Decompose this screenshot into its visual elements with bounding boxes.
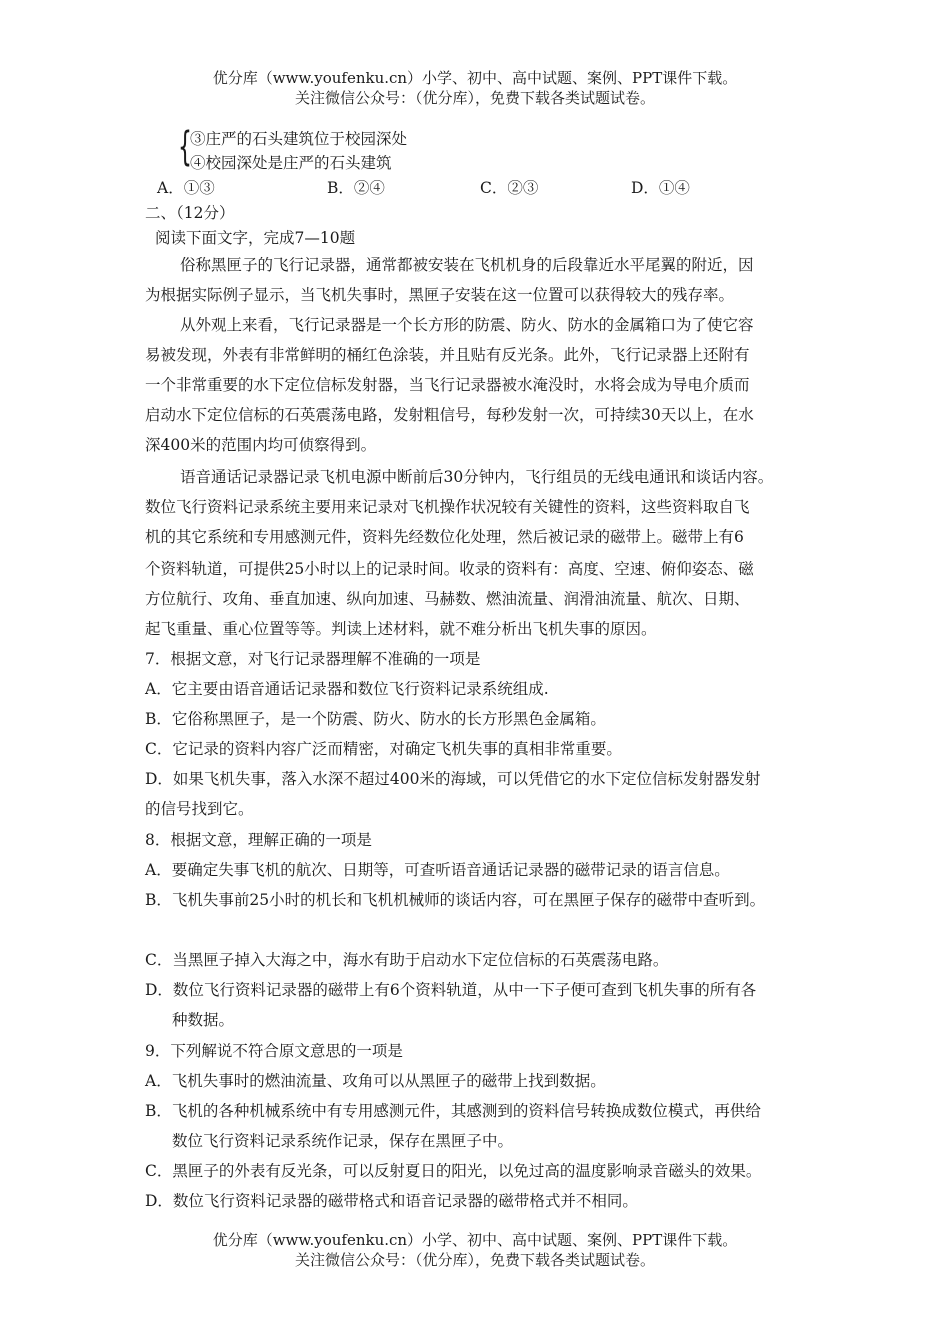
answer-option: D．数位飞行资料记录器的磁带格式和语音记录器的磁带格式并不相同。 xyxy=(145,1192,638,1210)
brace-symbol: { xyxy=(178,124,192,170)
passage-line: 语音通话记录器记录飞机电源中断前后30分钟内，飞行组员的无线电通讯和谈话内容。 xyxy=(180,468,774,486)
answer-option: B．飞机失事前25小时的机长和飞机机械师的谈话内容，可在黑匣子保存的磁带中查听到。 xyxy=(145,891,766,909)
passage-line: 一个非常重要的水下定位信标发射器，当飞行记录器被水淹没时，水将会成为导电介质而 xyxy=(145,376,750,394)
option-a: A．①③ xyxy=(157,179,215,197)
passage-line: 深400米的范围内均可侦察得到。 xyxy=(145,436,377,454)
question-stem: 7．根据文意，对飞行记录器理解不准确的一项是 xyxy=(145,650,481,668)
answer-option: C．黑匣子的外表有反光条，可以反射夏日的阳光，以免过高的温度影响录音磁头的效果。 xyxy=(145,1162,762,1180)
answer-option-continued: 数位飞行资料记录系统作记录，保存在黑匣子中。 xyxy=(172,1132,514,1150)
passage-line: 起飞重量、重心位置等等。判读上述材料，就不难分析出飞机失事的原因。 xyxy=(145,620,657,638)
answer-option: C．当黑匣子掉入大海之中，海水有助于启动水下定位信标的石英震荡电路。 xyxy=(145,951,669,969)
section-title: 二、（12分） xyxy=(145,204,235,222)
answer-option-continued: 种数据。 xyxy=(172,1011,235,1029)
answer-option: C．它记录的资料内容广泛而精密，对确定飞机失事的真相非常重要。 xyxy=(145,740,622,758)
header-line-2: 关注微信公众号：（优分库），免费下载各类试题试卷。 xyxy=(294,89,655,107)
option-d: D．①④ xyxy=(631,179,690,197)
answer-option: B．它俗称黑匣子，是一个防震、防火、防水的长方形黑色金属箱。 xyxy=(145,710,606,728)
question-stem: 9．下列解说不符合原文意思的一项是 xyxy=(145,1042,403,1060)
passage-line: 启动水下定位信标的石英震荡电路，发射粗信号，每秒发射一次，可持续30天以上，在水 xyxy=(145,406,754,424)
option-c: C．②③ xyxy=(480,179,539,197)
passage-line: 易被发现，外表有非常鲜明的桶红色涂装，并且贴有反光条。此外，飞行记录器上还附有 xyxy=(145,346,750,364)
question-stem: 8．根据文意，理解正确的一项是 xyxy=(145,831,372,849)
answer-option: D．数位飞行资料记录器的磁带上有6个资料轨道，从中一下子便可查到飞机失事的所有各 xyxy=(145,981,757,999)
answer-option-continued: 的信号找到它。 xyxy=(145,800,254,818)
passage-line: 俗称黑匣子的飞行记录器，通常都被安装在飞机机身的后段靠近水平尾翼的附近，因 xyxy=(180,256,754,274)
header-line-1: 优分库（www.youfenku.cn）小学、初中、高中试题、案例、PPT课件下载。 xyxy=(212,69,738,87)
sub-option-3: ③庄严的石头建筑位于校园深处 xyxy=(190,130,408,148)
option-b: B．②④ xyxy=(327,179,385,197)
passage-line: 数位飞行资料记录系统主要用来记录对飞机操作状况较有关键性的资料，这些资料取自飞 xyxy=(145,498,750,516)
passage-line: 为根据实际例子显示，当飞机失事时，黑匣子安装在这一位置可以获得较大的残存率。 xyxy=(145,286,735,304)
footer-line-2: 关注微信公众号：（优分库），免费下载各类试题试卷。 xyxy=(294,1251,655,1269)
footer-line-1: 优分库（www.youfenku.cn）小学、初中、高中试题、案例、PPT课件下载。 xyxy=(212,1231,738,1249)
passage-line: 从外观上来看，飞行记录器是一个长方形的防震、防火、防水的金属箱口为了使它容 xyxy=(180,316,754,334)
passage-line: 个资料轨道，可提供25小时以上的记录时间。收录的资料有：高度、空速、俯仰姿态、磁 xyxy=(145,560,754,578)
answer-option: A．要确定失事飞机的航次、日期等，可查听语音通话记录器的磁带记录的语言信息。 xyxy=(145,861,730,879)
answer-option: A．它主要由语音通话记录器和数位飞行资料记录系统组成. xyxy=(145,680,549,698)
passage-line: 机的其它系统和专用感测元件，资料先经数位化处理，然后被记录的磁带上。磁带上有6 xyxy=(145,528,744,546)
section-instruction: 阅读下面文字，完成7—10题 xyxy=(155,229,356,247)
answer-option: D．如果飞机失事，落入水深不超过400米的海域，可以凭借它的水下定位信标发射器发射 xyxy=(145,770,761,788)
passage-line: 方位航行、攻角、垂直加速、纵向加速、马赫数、燃油流量、润滑油流量、航次、日期、 xyxy=(145,590,750,608)
answer-option: A．飞机失事时的燃油流量、攻角可以从黑匣子的磁带上找到数据。 xyxy=(145,1072,606,1090)
sub-option-4: ④校园深处是庄严的石头建筑 xyxy=(190,154,392,172)
answer-option: B．飞机的各种机械系统中有专用感测元件，其感测到的资料信号转换成数位模式，再供给 xyxy=(145,1102,761,1120)
